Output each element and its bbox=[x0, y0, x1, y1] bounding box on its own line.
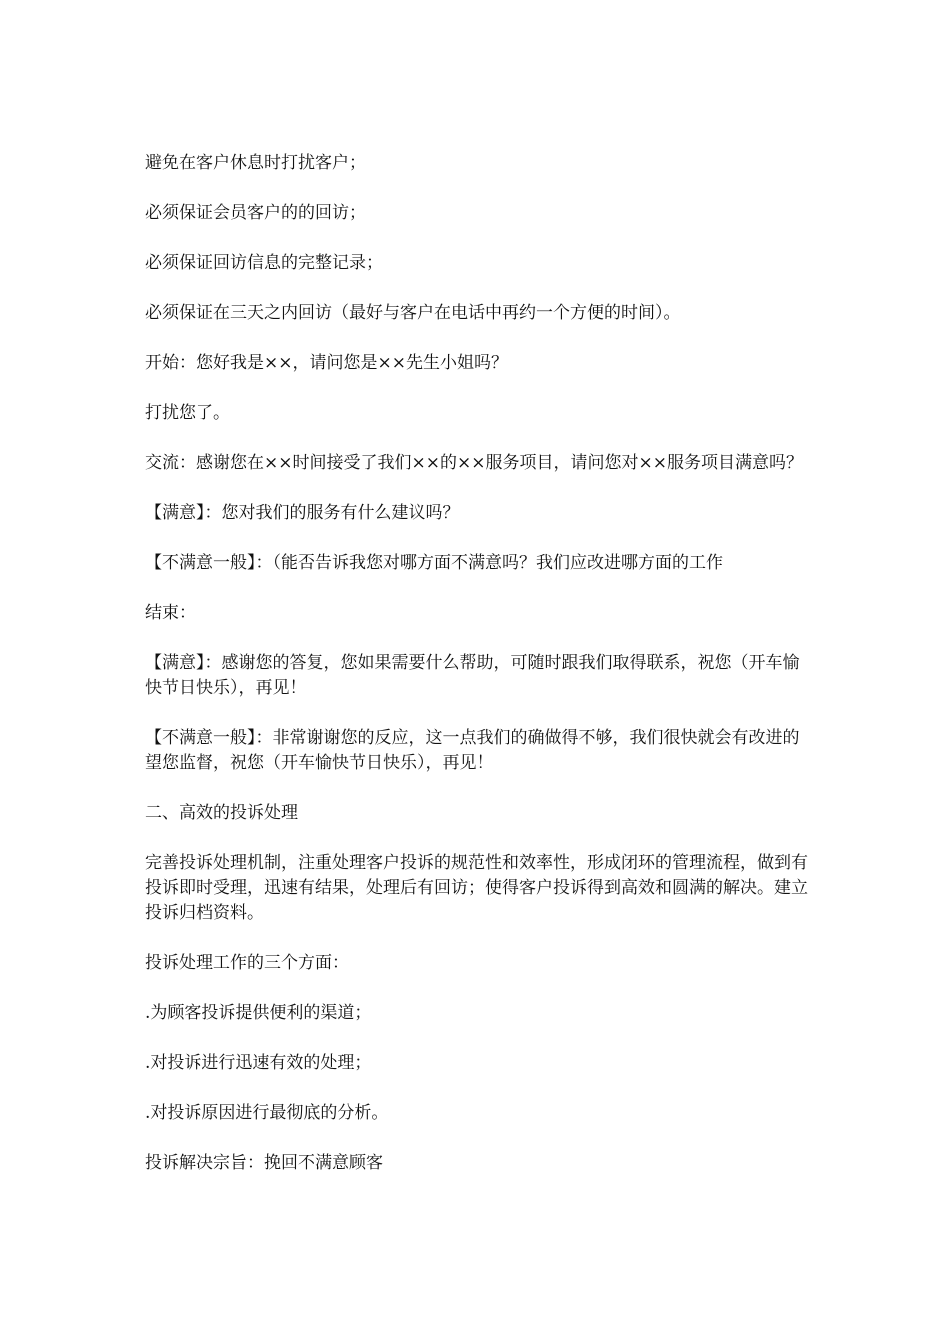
paragraph-5: 开始：您好我是××，请问您是××先生小姐吗？ bbox=[145, 353, 508, 373]
list-item-3: .对投诉原因进行最彻底的分析。 bbox=[145, 1103, 389, 1123]
paragraph-10: 结束： bbox=[145, 603, 196, 623]
paragraph-2: 必须保证会员客户的的回访； bbox=[145, 203, 366, 223]
list-item-1: .为顾客投诉提供便利的渠道； bbox=[145, 1003, 372, 1023]
paragraph-12: 【不满意一般】：非常谢谢您的反应，这一点我们的确做得不够，我们很快就会有改进的望您监督，祝您（开车愉快节日快乐），再见！ bbox=[145, 728, 800, 773]
paragraph-11: 【满意】：感谢您的答复，您如果需要什么帮助，可随时跟我们取得联系，祝您（开车愉快节日快乐），再见！ bbox=[145, 653, 800, 698]
paragraph-6: 打扰您了。 bbox=[145, 403, 230, 423]
paragraph-19: 投诉解决宗旨：挽回不满意顾客 bbox=[145, 1153, 383, 1173]
paragraph-15: 投诉处理工作的三个方面： bbox=[145, 953, 349, 973]
document-body bbox=[145, 151, 810, 1201]
paragraph-8: 【满意】：您对我们的服务有什么建议吗？ bbox=[145, 503, 460, 523]
paragraph-14: 完善投诉处理机制，注重处理客户投诉的规范性和效率性，形成闭环的管理流程，做到有投诉即时受理，迅速有结果，处理后有回访；使得客户投诉得到高效和圆满的解决。建立投诉归档资料。 bbox=[145, 853, 808, 923]
section-heading: 二、高效的投诉处理 bbox=[145, 803, 298, 823]
paragraph-4: 必须保证在三天之内回访（最好与客户在电话中再约一个方便的时间）。 bbox=[145, 303, 681, 323]
paragraph-3: 必须保证回访信息的完整记录； bbox=[145, 253, 383, 273]
paragraph-1: 避免在客户休息时打扰客户； bbox=[145, 153, 366, 173]
list-item-2: .对投诉进行迅速有效的处理； bbox=[145, 1053, 372, 1073]
paragraph-7: 交流：感谢您在××时间接受了我们××的××服务项目，请问您对××服务项目满意吗？ bbox=[145, 453, 803, 473]
paragraph-9: 【不满意一般】：（能否告诉我您对哪方面不满意吗？我们应改进哪方面的工作 bbox=[145, 553, 723, 573]
